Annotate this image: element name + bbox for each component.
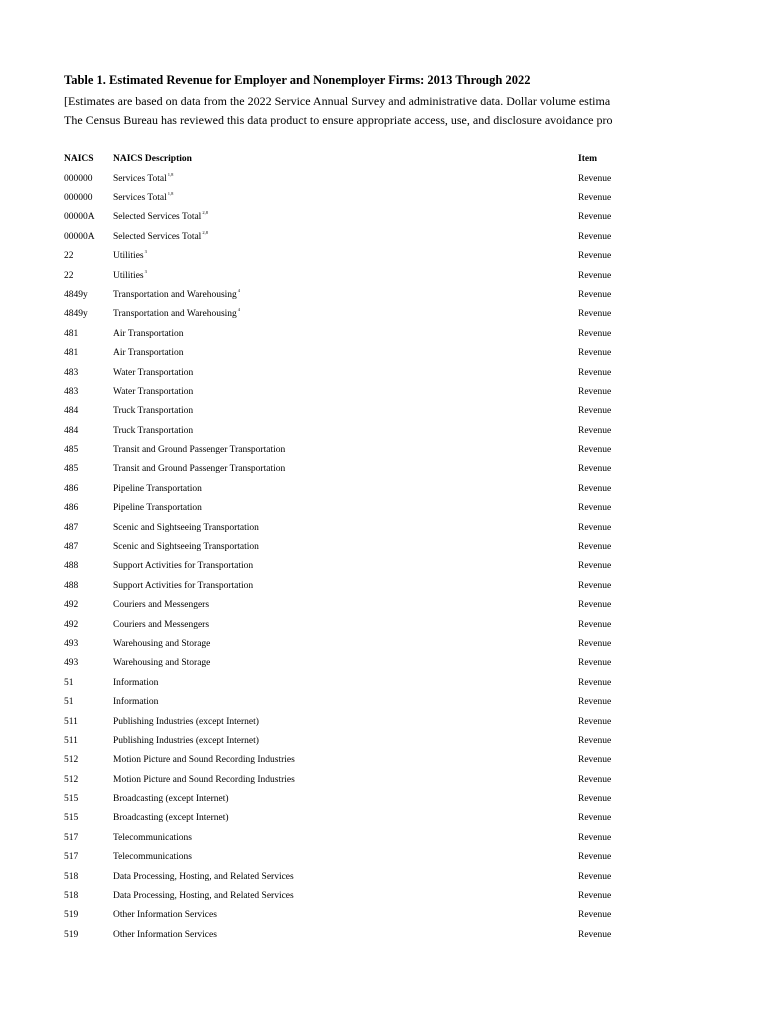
naics-description-cell bbox=[113, 480, 202, 499]
table-row bbox=[64, 325, 664, 344]
item-cell: Revenue bbox=[578, 794, 612, 805]
naics-code-cell: 492 bbox=[64, 619, 79, 630]
table-row bbox=[64, 364, 664, 383]
item-cell: Revenue bbox=[578, 464, 612, 475]
naics-description-cell bbox=[113, 305, 240, 324]
item-cell: Revenue bbox=[578, 929, 612, 940]
table-row bbox=[64, 887, 664, 906]
table-row bbox=[64, 383, 664, 402]
naics-description-cell bbox=[113, 460, 285, 479]
table-row bbox=[64, 732, 664, 751]
naics-description-text: Warehousing and Storage bbox=[113, 658, 211, 669]
table-row bbox=[64, 809, 664, 828]
item-cell: Revenue bbox=[578, 231, 612, 242]
naics-code-cell: 493 bbox=[64, 638, 79, 649]
footnote-marker: 2,8 bbox=[202, 229, 208, 235]
naics-description-cell bbox=[113, 499, 202, 518]
header-naics: NAICS bbox=[64, 154, 94, 164]
revenue-table bbox=[64, 150, 664, 945]
table-row bbox=[64, 906, 664, 925]
naics-code-cell: 487 bbox=[64, 542, 79, 553]
item-cell: Revenue bbox=[578, 832, 612, 843]
naics-description-cell bbox=[113, 906, 217, 925]
naics-description-cell bbox=[113, 228, 208, 247]
naics-description-text: Warehousing and Storage bbox=[113, 638, 211, 649]
table-row bbox=[64, 557, 664, 576]
naics-description-text: Publishing Industries (except Internet) bbox=[113, 735, 259, 746]
naics-code-cell: 517 bbox=[64, 832, 79, 843]
naics-description-cell bbox=[113, 325, 183, 344]
naics-description-cell bbox=[113, 441, 285, 460]
naics-code-cell: 519 bbox=[64, 910, 79, 921]
table-row bbox=[64, 596, 664, 615]
naics-code-cell: 515 bbox=[64, 794, 79, 805]
naics-description-text: Scenic and Sightseeing Transportation bbox=[113, 542, 259, 553]
naics-description-text: Other Information Services bbox=[113, 910, 217, 921]
naics-code-cell: 000000 bbox=[64, 173, 93, 184]
item-cell: Revenue bbox=[578, 561, 612, 572]
table-row bbox=[64, 616, 664, 635]
naics-description-cell bbox=[113, 519, 259, 538]
naics-description-cell bbox=[113, 364, 193, 383]
table-row bbox=[64, 286, 664, 305]
naics-description-text: Water Transportation bbox=[113, 386, 194, 397]
naics-description-text: Broadcasting (except Internet) bbox=[113, 813, 229, 824]
item-cell: Revenue bbox=[578, 251, 612, 262]
naics-description-text: Pipeline Transportation bbox=[113, 503, 202, 514]
naics-description-text: Water Transportation bbox=[113, 367, 194, 378]
table-row bbox=[64, 305, 664, 324]
naics-description-cell bbox=[113, 751, 295, 770]
naics-description-text: Air Transportation bbox=[113, 348, 184, 359]
naics-code-cell: 484 bbox=[64, 406, 79, 417]
naics-description-cell bbox=[113, 829, 192, 848]
naics-code-cell: 483 bbox=[64, 367, 79, 378]
table-row bbox=[64, 848, 664, 867]
item-cell: Revenue bbox=[578, 677, 612, 688]
table-row bbox=[64, 577, 664, 596]
table-row bbox=[64, 208, 664, 227]
naics-description-cell bbox=[113, 674, 158, 693]
table-row bbox=[64, 267, 664, 286]
naics-description-text: Services Total bbox=[113, 173, 167, 184]
footnote-marker: 1,8 bbox=[167, 190, 174, 196]
naics-description-text: Transit and Ground Passenger Transportation bbox=[113, 464, 286, 475]
naics-description-text: Motion Picture and Sound Recording Industries bbox=[113, 755, 295, 766]
naics-code-cell: 512 bbox=[64, 774, 79, 785]
item-cell: Revenue bbox=[578, 619, 612, 630]
naics-description-cell bbox=[113, 402, 193, 421]
item-cell: Revenue bbox=[578, 735, 612, 746]
naics-description-cell bbox=[113, 267, 147, 286]
naics-description-cell bbox=[113, 713, 259, 732]
table-row bbox=[64, 654, 664, 673]
table-row bbox=[64, 635, 664, 654]
footnote-marker: 4 bbox=[237, 287, 241, 293]
table-row bbox=[64, 771, 664, 790]
naics-code-cell: 22 bbox=[64, 251, 74, 262]
footnote-marker: 3 bbox=[144, 249, 147, 255]
table-row bbox=[64, 480, 664, 499]
item-cell: Revenue bbox=[578, 406, 612, 417]
naics-description-cell bbox=[113, 868, 294, 887]
naics-code-cell: 511 bbox=[64, 735, 78, 746]
naics-description-cell bbox=[113, 926, 217, 945]
item-cell: Revenue bbox=[578, 386, 612, 397]
table-row bbox=[64, 422, 664, 441]
table-header-row bbox=[64, 150, 664, 170]
naics-description-cell bbox=[113, 557, 253, 576]
naics-description-text: Other Information Services bbox=[113, 929, 217, 940]
naics-code-cell: 22 bbox=[64, 270, 74, 281]
item-cell: Revenue bbox=[578, 289, 612, 300]
naics-code-cell: 518 bbox=[64, 871, 79, 882]
naics-description-text: Services Total bbox=[113, 192, 167, 203]
naics-code-cell: 00000A bbox=[64, 212, 95, 223]
naics-description-text: Selected Services Total bbox=[113, 212, 202, 223]
naics-code-cell: 000000 bbox=[64, 192, 93, 203]
naics-description-text: Utilities bbox=[113, 251, 144, 262]
header-item: Item bbox=[578, 154, 597, 164]
naics-description-text: Data Processing, Hosting, and Related Services bbox=[113, 871, 294, 882]
table-row bbox=[64, 790, 664, 809]
item-cell: Revenue bbox=[578, 716, 612, 727]
naics-description-text: Support Activities for Transportation bbox=[113, 580, 254, 591]
table-row bbox=[64, 247, 664, 266]
naics-description-text: Motion Picture and Sound Recording Industries bbox=[113, 774, 295, 785]
item-cell: Revenue bbox=[578, 445, 612, 456]
item-cell: Revenue bbox=[578, 270, 612, 281]
naics-description-text: Couriers and Messengers bbox=[113, 619, 210, 630]
naics-description-text: Transportation and Warehousing bbox=[113, 309, 237, 320]
naics-description-text: Telecommunications bbox=[113, 832, 193, 843]
table-row bbox=[64, 519, 664, 538]
item-cell: Revenue bbox=[578, 192, 612, 203]
naics-description-cell bbox=[113, 887, 294, 906]
table-row bbox=[64, 189, 664, 208]
table-row bbox=[64, 693, 664, 712]
naics-description-cell bbox=[113, 189, 173, 208]
naics-description-cell bbox=[113, 208, 208, 227]
naics-description-text: Pipeline Transportation bbox=[113, 483, 202, 494]
naics-description-cell bbox=[113, 635, 210, 654]
table-row bbox=[64, 868, 664, 887]
naics-description-cell bbox=[113, 732, 259, 751]
table-row bbox=[64, 460, 664, 479]
item-cell: Revenue bbox=[578, 425, 612, 436]
naics-description-cell bbox=[113, 771, 295, 790]
naics-code-cell: 492 bbox=[64, 600, 79, 611]
naics-code-cell: 481 bbox=[64, 348, 79, 359]
naics-code-cell: 486 bbox=[64, 483, 79, 494]
item-cell: Revenue bbox=[578, 309, 612, 320]
item-cell: Revenue bbox=[578, 348, 612, 359]
item-cell: Revenue bbox=[578, 852, 612, 863]
naics-description-text: Scenic and Sightseeing Transportation bbox=[113, 522, 259, 533]
table-row bbox=[64, 926, 664, 945]
naics-code-cell: 518 bbox=[64, 891, 79, 902]
table-row bbox=[64, 170, 664, 189]
naics-code-cell: 488 bbox=[64, 580, 79, 591]
naics-description-cell bbox=[113, 344, 183, 363]
naics-description-text: Telecommunications bbox=[113, 852, 193, 863]
item-cell: Revenue bbox=[578, 503, 612, 514]
item-cell: Revenue bbox=[578, 580, 612, 591]
naics-description-text: Information bbox=[113, 697, 159, 708]
naics-description-text: Selected Services Total bbox=[113, 231, 202, 242]
naics-code-cell: 4849y bbox=[64, 289, 88, 300]
naics-code-cell: 512 bbox=[64, 755, 79, 766]
naics-description-cell bbox=[113, 596, 209, 615]
naics-description-text: Data Processing, Hosting, and Related Services bbox=[113, 891, 294, 902]
footnote-marker: 4 bbox=[237, 307, 241, 313]
naics-code-cell: 517 bbox=[64, 852, 79, 863]
naics-code-cell: 483 bbox=[64, 386, 79, 397]
item-cell: Revenue bbox=[578, 212, 612, 223]
table-body bbox=[64, 170, 664, 946]
naics-code-cell: 00000A bbox=[64, 231, 95, 242]
naics-code-cell: 486 bbox=[64, 503, 79, 514]
item-cell: Revenue bbox=[578, 697, 612, 708]
item-cell: Revenue bbox=[578, 910, 612, 921]
footnote-marker: 2,8 bbox=[202, 210, 208, 216]
naics-description-cell bbox=[113, 616, 209, 635]
table-row bbox=[64, 402, 664, 421]
item-cell: Revenue bbox=[578, 871, 612, 882]
table-row bbox=[64, 499, 664, 518]
item-cell: Revenue bbox=[578, 658, 612, 669]
naics-description-cell bbox=[113, 809, 229, 828]
naics-description-cell bbox=[113, 247, 147, 266]
naics-code-cell: 51 bbox=[64, 677, 74, 688]
table-row bbox=[64, 713, 664, 732]
naics-code-cell: 4849y bbox=[64, 309, 88, 320]
naics-code-cell: 488 bbox=[64, 561, 79, 572]
item-cell: Revenue bbox=[578, 813, 612, 824]
footnote-marker: 1,8 bbox=[167, 171, 174, 177]
item-cell: Revenue bbox=[578, 542, 612, 553]
naics-description-text: Truck Transportation bbox=[113, 425, 194, 436]
naics-code-cell: 493 bbox=[64, 658, 79, 669]
naics-code-cell: 485 bbox=[64, 464, 79, 475]
item-cell: Revenue bbox=[578, 522, 612, 533]
item-cell: Revenue bbox=[578, 173, 612, 184]
naics-description-text: Couriers and Messengers bbox=[113, 600, 210, 611]
table-note-estimates: [Estimates are based on data from the 2022 Service Annual Survey and administrative data. Dollar volume estima bbox=[64, 94, 611, 108]
naics-description-text: Transit and Ground Passenger Transportation bbox=[113, 445, 286, 456]
naics-code-cell: 51 bbox=[64, 697, 74, 708]
naics-description-cell bbox=[113, 286, 240, 305]
item-cell: Revenue bbox=[578, 638, 612, 649]
item-cell: Revenue bbox=[578, 483, 612, 494]
item-cell: Revenue bbox=[578, 600, 612, 611]
header-naics-description: NAICS Description bbox=[113, 154, 192, 164]
naics-description-text: Publishing Industries (except Internet) bbox=[113, 716, 259, 727]
table-row bbox=[64, 344, 664, 363]
naics-description-text: Support Activities for Transportation bbox=[113, 561, 254, 572]
naics-description-cell bbox=[113, 422, 193, 441]
naics-description-text: Utilities bbox=[113, 270, 144, 281]
naics-code-cell: 511 bbox=[64, 716, 78, 727]
naics-code-cell: 485 bbox=[64, 445, 79, 456]
table-row bbox=[64, 538, 664, 557]
table-note-disclosure: The Census Bureau has reviewed this data product to ensure appropriate access, use, and disclosure avoidance pro bbox=[64, 113, 613, 127]
naics-description-text: Broadcasting (except Internet) bbox=[113, 794, 229, 805]
naics-description-text: Air Transportation bbox=[113, 328, 184, 339]
naics-code-cell: 515 bbox=[64, 813, 79, 824]
table-row bbox=[64, 441, 664, 460]
naics-code-cell: 487 bbox=[64, 522, 79, 533]
naics-description-cell bbox=[113, 693, 158, 712]
table-row bbox=[64, 674, 664, 693]
table-row bbox=[64, 829, 664, 848]
naics-description-cell bbox=[113, 790, 229, 809]
naics-description-text: Transportation and Warehousing bbox=[113, 289, 237, 300]
item-cell: Revenue bbox=[578, 891, 612, 902]
item-cell: Revenue bbox=[578, 328, 612, 339]
naics-description-cell bbox=[113, 170, 173, 189]
table-row bbox=[64, 228, 664, 247]
naics-code-cell: 481 bbox=[64, 328, 79, 339]
item-cell: Revenue bbox=[578, 774, 612, 785]
naics-description-cell bbox=[113, 383, 193, 402]
item-cell: Revenue bbox=[578, 367, 612, 378]
item-cell: Revenue bbox=[578, 755, 612, 766]
naics-description-cell bbox=[113, 577, 253, 596]
table-title: Table 1. Estimated Revenue for Employer and Nonemployer Firms: 2013 Through 2022 bbox=[64, 73, 531, 87]
footnote-marker: 3 bbox=[144, 268, 147, 274]
naics-description-cell bbox=[113, 654, 210, 673]
table-row bbox=[64, 751, 664, 770]
naics-description-text: Truck Transportation bbox=[113, 406, 194, 417]
naics-description-cell bbox=[113, 538, 259, 557]
naics-description-text: Information bbox=[113, 677, 159, 688]
naics-code-cell: 519 bbox=[64, 929, 79, 940]
naics-code-cell: 484 bbox=[64, 425, 79, 436]
naics-description-cell bbox=[113, 848, 192, 867]
